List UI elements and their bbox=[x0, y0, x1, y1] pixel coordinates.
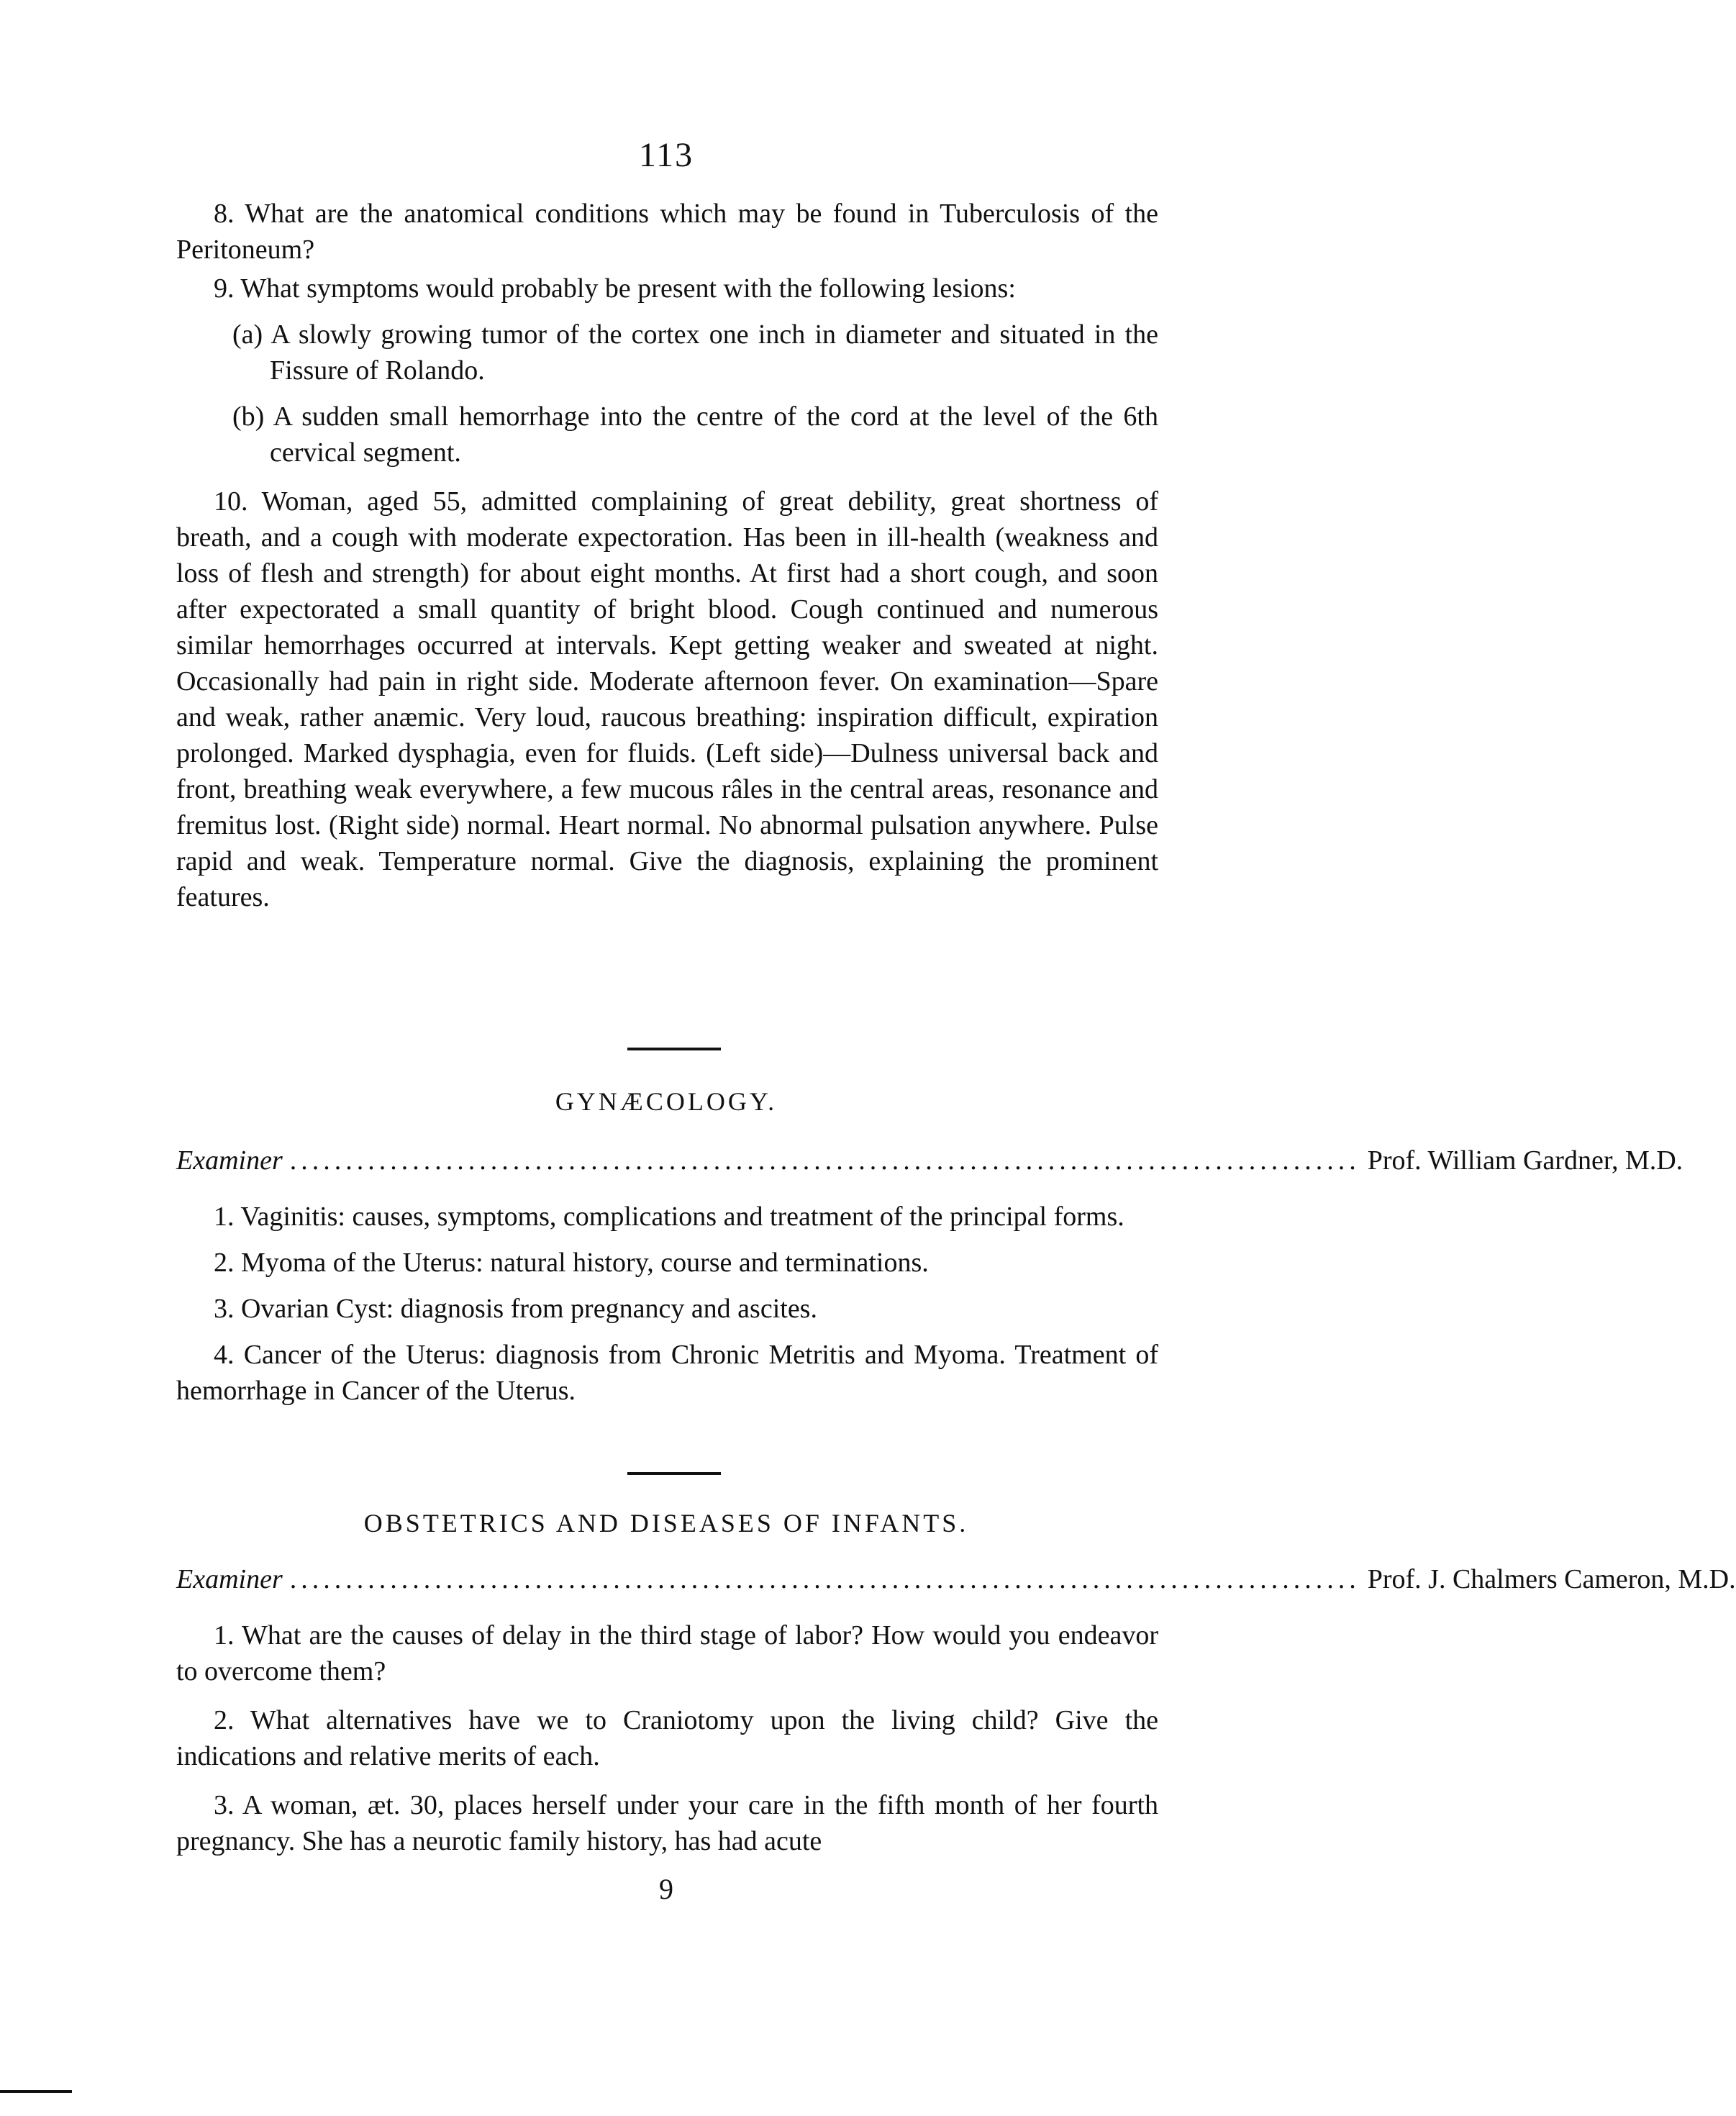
question-9a: (a) A slowly growing tumor of the cortex one inch in diameter and situated in the Fissure of Rolando. bbox=[232, 319, 1158, 386]
question-3: 3. A woman, æt. 30, places herself under your care in the fifth month of her fourth pregnancy. She has a neurotic family history, has had acute bbox=[176, 1790, 1158, 1856]
question-9b: (b) A sudden small hemorrhage into the centre of the cord at the level of the 6th cervical segment. bbox=[232, 401, 1158, 468]
medicine-questions bbox=[176, 196, 1158, 915]
question-1: 1. Vaginitis: causes, symptoms, complications and treatment of the principal forms. bbox=[214, 1202, 1124, 1232]
section-divider bbox=[627, 1048, 721, 1050]
gynaecology-section bbox=[176, 1143, 1683, 1409]
leader-dots: ................................................................................................ bbox=[289, 1564, 1360, 1594]
section-heading-obstetrics: OBSTETRICS AND DISEASES OF INFANTS. bbox=[363, 1509, 969, 1538]
examiner-line bbox=[176, 1143, 1683, 1179]
question-2: 2. What alternatives have we to Craniotomy upon the living child? Give the indications and relative merits of each. bbox=[176, 1705, 1158, 1771]
question-2: 2. Myoma of the Uterus: natural history, course and terminations. bbox=[214, 1248, 929, 1278]
question-3: 3. Ovarian Cyst: diagnosis from pregnancy and ascites. bbox=[214, 1294, 817, 1324]
section-divider bbox=[627, 1472, 721, 1475]
section-heading-gynaecology: GYNÆCOLOGY. bbox=[555, 1087, 778, 1116]
obstetrics-section bbox=[176, 1561, 1736, 1859]
leader-dots: ................................................................................................ bbox=[289, 1145, 1360, 1176]
question-4: 4. Cancer of the Uterus: diagnosis from Chronic Metritis and Myoma. Treatment of hemorrhage in Cancer of the Uterus. bbox=[176, 1340, 1158, 1406]
question-8: 8. What are the anatomical conditions which may be found in Tuberculosis of the Peritoneum? bbox=[176, 199, 1158, 265]
page-edge-mark bbox=[0, 2090, 72, 2093]
question-1: 1. What are the causes of delay in the third stage of labor? How would you endeavor to overcome them? bbox=[176, 1620, 1158, 1686]
question-10: 10. Woman, aged 55, admitted complaining of great debility, great shortness of breath, and a cough with moderate expectoration. Has been in ill-health (weakness and loss of flesh and strength) for about eight months. At first had a short cough, and soon after expectorated a small quantity of bright blood. Cough continued and numerous similar hemorrhages occurred at intervals. Kept getting weaker and sweated at night. Occasionally had pain in right side. Moderate afternoon fever. On examination—Spare and weak, rather anæmic. Very loud, raucous breathing: inspiration difficult, expiration prolonged. Marked dysphagia, even for fluids. (Left side)—Dulness universal back and front, breathing weak everywhere, a few mucous râles in the central areas, resonance and fremitus lost. (Right side) normal. Heart normal. No abnormal pulsation anywhere. Pulse rapid and weak. Temperature normal. Give the diagnosis, explaining the prominent features. bbox=[176, 486, 1158, 912]
examiner-name: Prof. William Gardner, M.D. bbox=[1367, 1145, 1683, 1176]
examiner-label: Examiner bbox=[176, 1564, 283, 1594]
question-9: 9. What symptoms would probably be present with the following lesions: bbox=[214, 273, 1016, 304]
examiner-line bbox=[176, 1561, 1736, 1597]
signature-mark: 9 bbox=[659, 1873, 673, 1905]
examiner-name: Prof. J. Chalmers Cameron, M.D. bbox=[1367, 1564, 1736, 1594]
page-number: 113 bbox=[638, 136, 694, 174]
examiner-label: Examiner bbox=[176, 1145, 283, 1176]
